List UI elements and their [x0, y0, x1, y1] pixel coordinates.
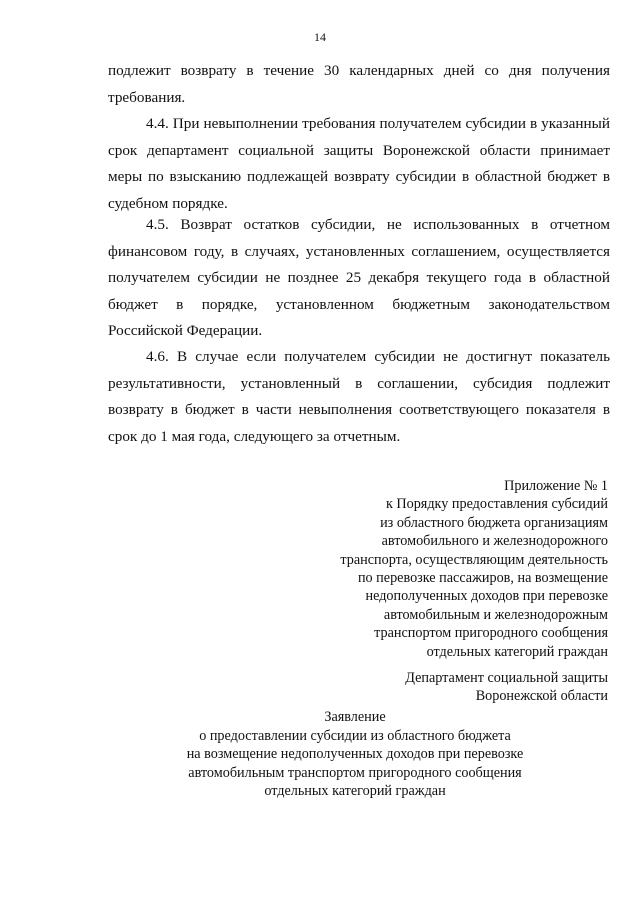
addressee-block — [288, 669, 608, 706]
appendix-line: по перевозке пассажиров, на возмещение — [357, 570, 608, 587]
appendix-line: транспортом пригородного сообщения — [374, 625, 608, 642]
appendix-line: из областного бюджета организациям — [380, 514, 608, 531]
appendix-line: к Порядку предоставления субсидий — [385, 496, 608, 513]
paragraph-4-6: 4.6. В случае если получателем субсидии не достигнут показатель результативности, установленный в соглашении, субсидия подлежит возврату в бюджет в части невыполнения соответствующего показателя в срок до 1 мая года, следующего за отчетным. — [108, 348, 610, 445]
appendix-line: отдельных категорий граждан — [426, 643, 608, 660]
appendix-line: Приложение № 1 — [504, 478, 608, 494]
appendix-header — [288, 477, 608, 661]
paragraph-4-4: 4.4. При невыполнении требования получателем субсидии в указанный срок департамент социальной защиты Воронежской области принимает меры по взысканию подлежащей возврату субсидии в областной бюджет в судебном порядке. — [108, 115, 610, 212]
page-number: 14 — [314, 30, 326, 44]
statement-line: на возмещение недополученных доходов при перевозке — [186, 746, 524, 763]
appendix-line: недополученных доходов при перевозке — [365, 588, 608, 605]
statement-line: автомобильным транспортом пригородного сообщения — [188, 764, 522, 781]
statement-title — [130, 708, 580, 801]
addressee-line: Воронежской области — [475, 688, 608, 705]
statement-heading: Заявление — [324, 709, 386, 725]
appendix-line: автомобильного и железнодорожного — [381, 533, 608, 550]
statement-line: о предоставлении субсидии из областного бюджета — [199, 727, 511, 744]
paragraph-4-5: 4.5. Возврат остатков субсидии, не использованных в отчетном финансовом году, в случаях, установленных соглашением, осуществляется получателем субсидии не позднее 25 декабря текущего года в областной бюджет в порядке, установленном бюджетным законодательством Российской Федерации. — [108, 216, 610, 340]
paragraph-continuation: подлежит возврату в течение 30 календарных дней со дня получения требования. — [108, 62, 610, 106]
appendix-line: автомобильным и железнодорожным — [383, 606, 608, 623]
appendix-line: транспорта, осуществляющим деятельность — [340, 551, 608, 568]
statement-line: отдельных категорий граждан — [264, 783, 446, 800]
addressee-line: Департамент социальной защиты — [405, 670, 608, 686]
